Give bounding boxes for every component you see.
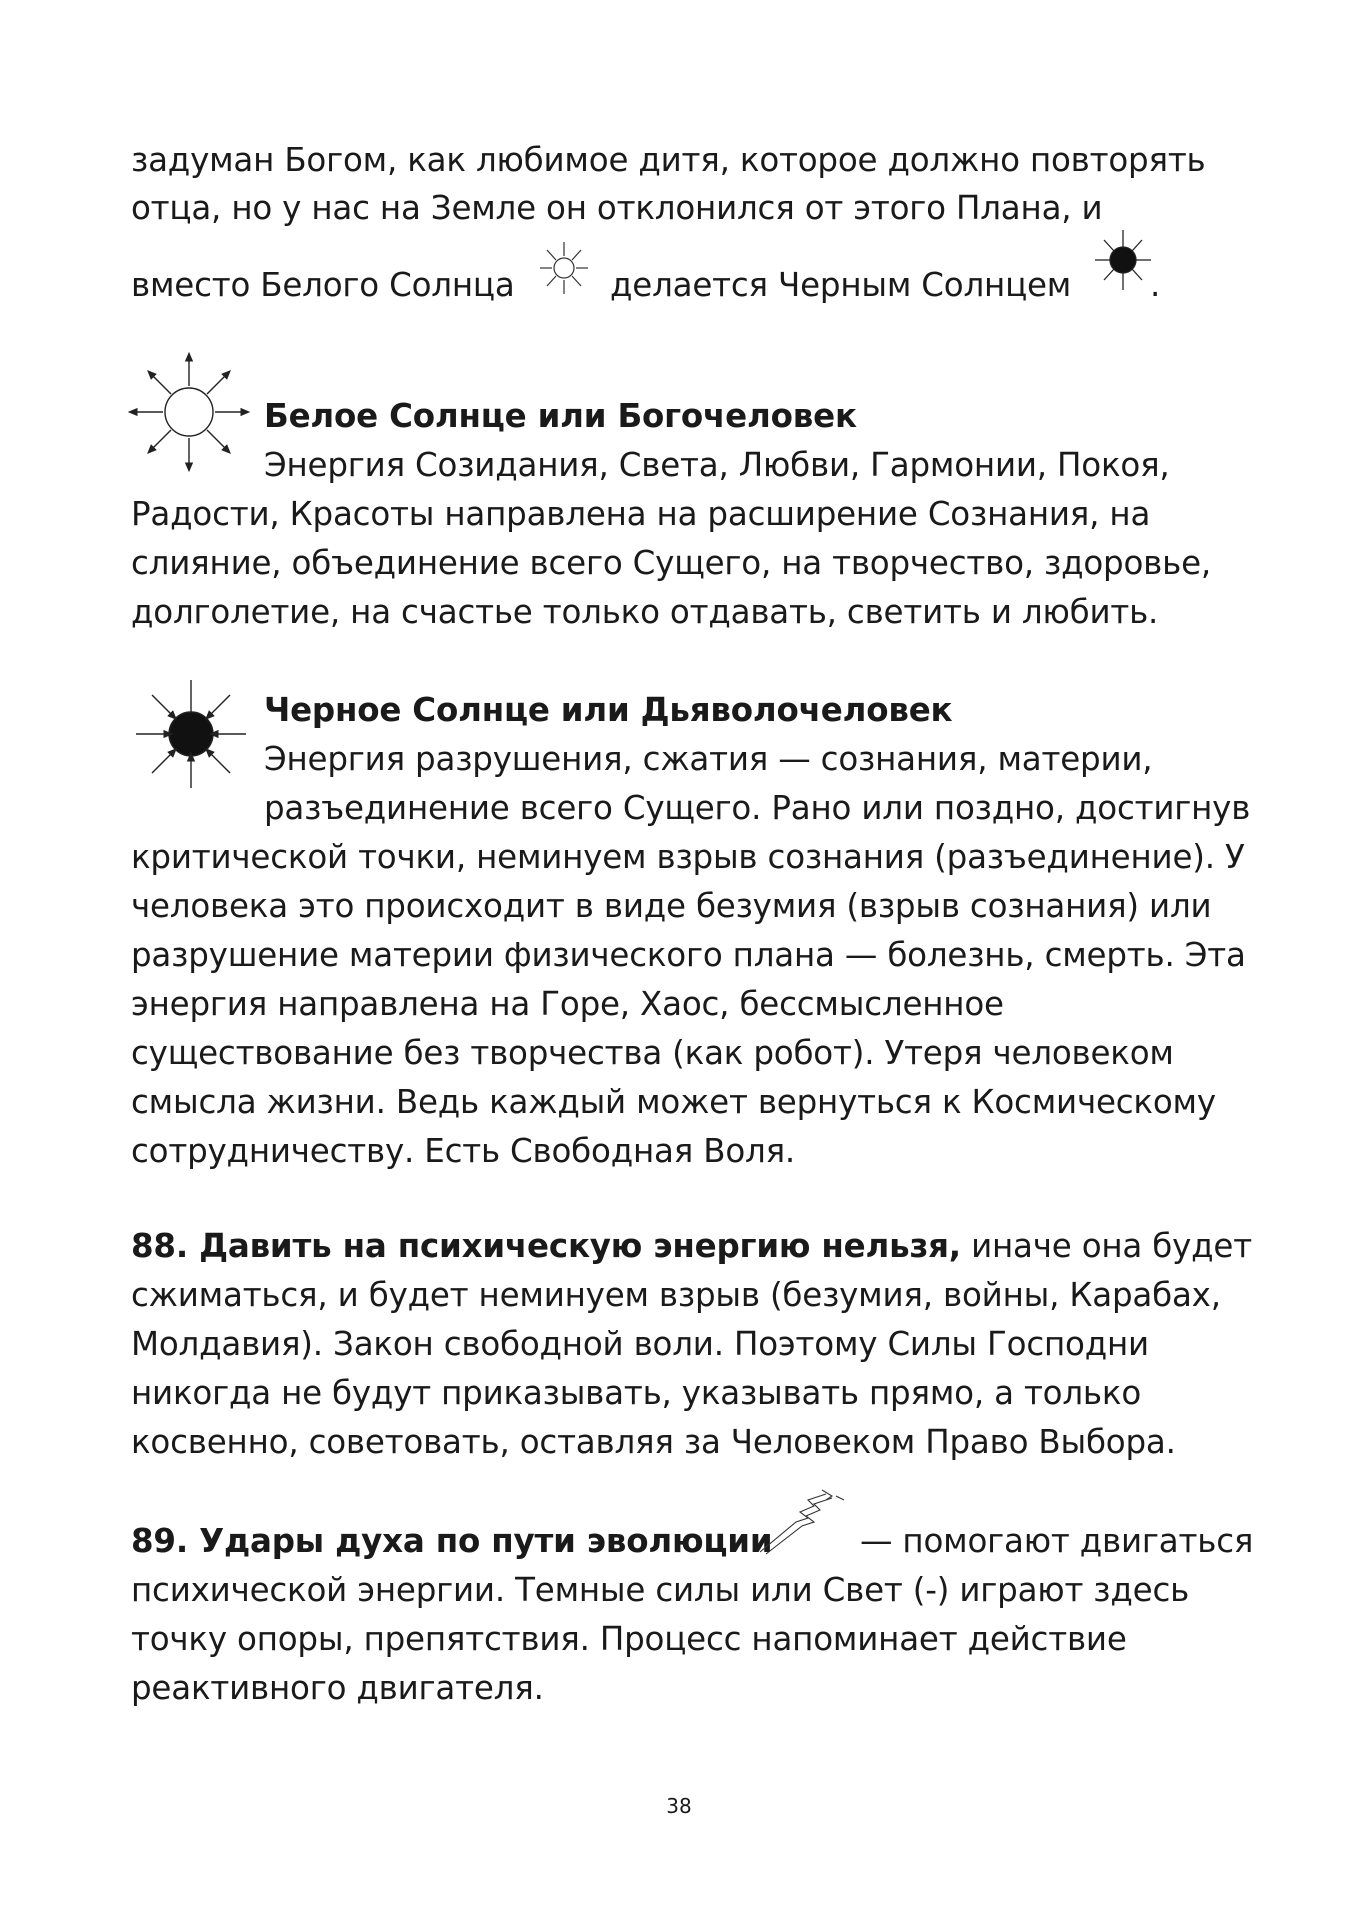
p88-lead: 88. Давить на психическую энергию нельзя, — [131, 1227, 961, 1265]
p88-line-1-rest: иначе она будет — [960, 1227, 1252, 1265]
p89-lead: 89. Удары духа по пути эволюции — [131, 1522, 773, 1560]
p89-line-2: психической энергии. Темные силы или Свет (-) играют здесь — [131, 1571, 1190, 1609]
black-sun-line-6: энергия направлена на Горе, Хаос, бессмысленное — [131, 985, 1004, 1023]
intro-line-2: отца, но у нас на Земле он отклонился от этого Плана, и — [131, 189, 1103, 227]
black-sun-large-icon — [132, 676, 250, 792]
black-sun-line-3: критической точки, неминуем взрыв сознания (разъединение). У — [131, 838, 1245, 876]
white-sun-line-2: Радости, Красоты направлена на расширение Сознания, на — [131, 495, 1151, 533]
p88-line-5: косвенно, советовать, оставляя за Человеком Право Выбора. — [131, 1423, 1176, 1461]
black-sun-line-1: Энергия разрушения, сжатия — сознания, материи, — [264, 740, 1153, 778]
intro-line-3-b: делается Черным Солнцем — [610, 266, 1072, 304]
black-sun-line-7: существование без творчества (как робот). Утеря человеком — [131, 1034, 1174, 1072]
white-sun-heading: Белое Солнце или Богочеловек — [264, 397, 857, 435]
black-sun-line-2: разъединение всего Сущего. Рано или поздно, достигнув — [264, 789, 1251, 827]
page-number: 38 — [666, 1794, 692, 1818]
p89-line-4: реактивного двигателя. — [131, 1669, 544, 1707]
black-sun-icon — [1092, 226, 1154, 294]
intro-line-3-a: вместо Белого Солнца — [131, 266, 515, 304]
p88-line-3: Молдавия). Закон свободной воли. Поэтому Силы Господни — [131, 1325, 1149, 1363]
black-sun-line-4: человека это происходит в виде безумия (взрыв сознания) или — [131, 887, 1212, 925]
p89-line-1-rest: — помогают двигаться — [860, 1522, 1254, 1560]
zigzag-arrow-icon — [756, 1486, 852, 1558]
white-sun-icon — [536, 236, 592, 298]
white-sun-line-3: слияние, объединение всего Сущего, на творчество, здоровье, — [131, 544, 1211, 582]
p88-line-1 — [131, 1226, 1252, 1266]
white-sun-large-icon — [128, 352, 250, 472]
black-sun-heading: Черное Солнце или Дьяволочеловек — [264, 691, 953, 729]
intro-line-1: задуман Богом, как любимое дитя, которое должно повторять — [131, 141, 1206, 179]
white-sun-line-4: долголетие, на счастье только отдавать, светить и любить. — [131, 593, 1159, 631]
p89-line-3: точку опоры, препятствия. Процесс напоминает действие — [131, 1620, 1127, 1658]
black-sun-line-9: сотрудничеству. Есть Свободная Воля. — [131, 1132, 796, 1170]
white-sun-line-1: Энергия Созидания, Света, Любви, Гармонии, Покоя, — [264, 446, 1170, 484]
black-sun-line-5: разрушение материи физического плана — болезнь, смерть. Эта — [131, 936, 1246, 974]
p88-line-4: никогда не будут приказывать, указывать прямо, а только — [131, 1374, 1142, 1412]
black-sun-line-8: смысла жизни. Ведь каждый может вернуться к Космическому — [131, 1083, 1216, 1121]
p88-line-2: сжиматься, и будет неминуем взрыв (безумия, войны, Карабах, — [131, 1276, 1221, 1314]
intro-line-3-c: . — [1150, 266, 1161, 304]
